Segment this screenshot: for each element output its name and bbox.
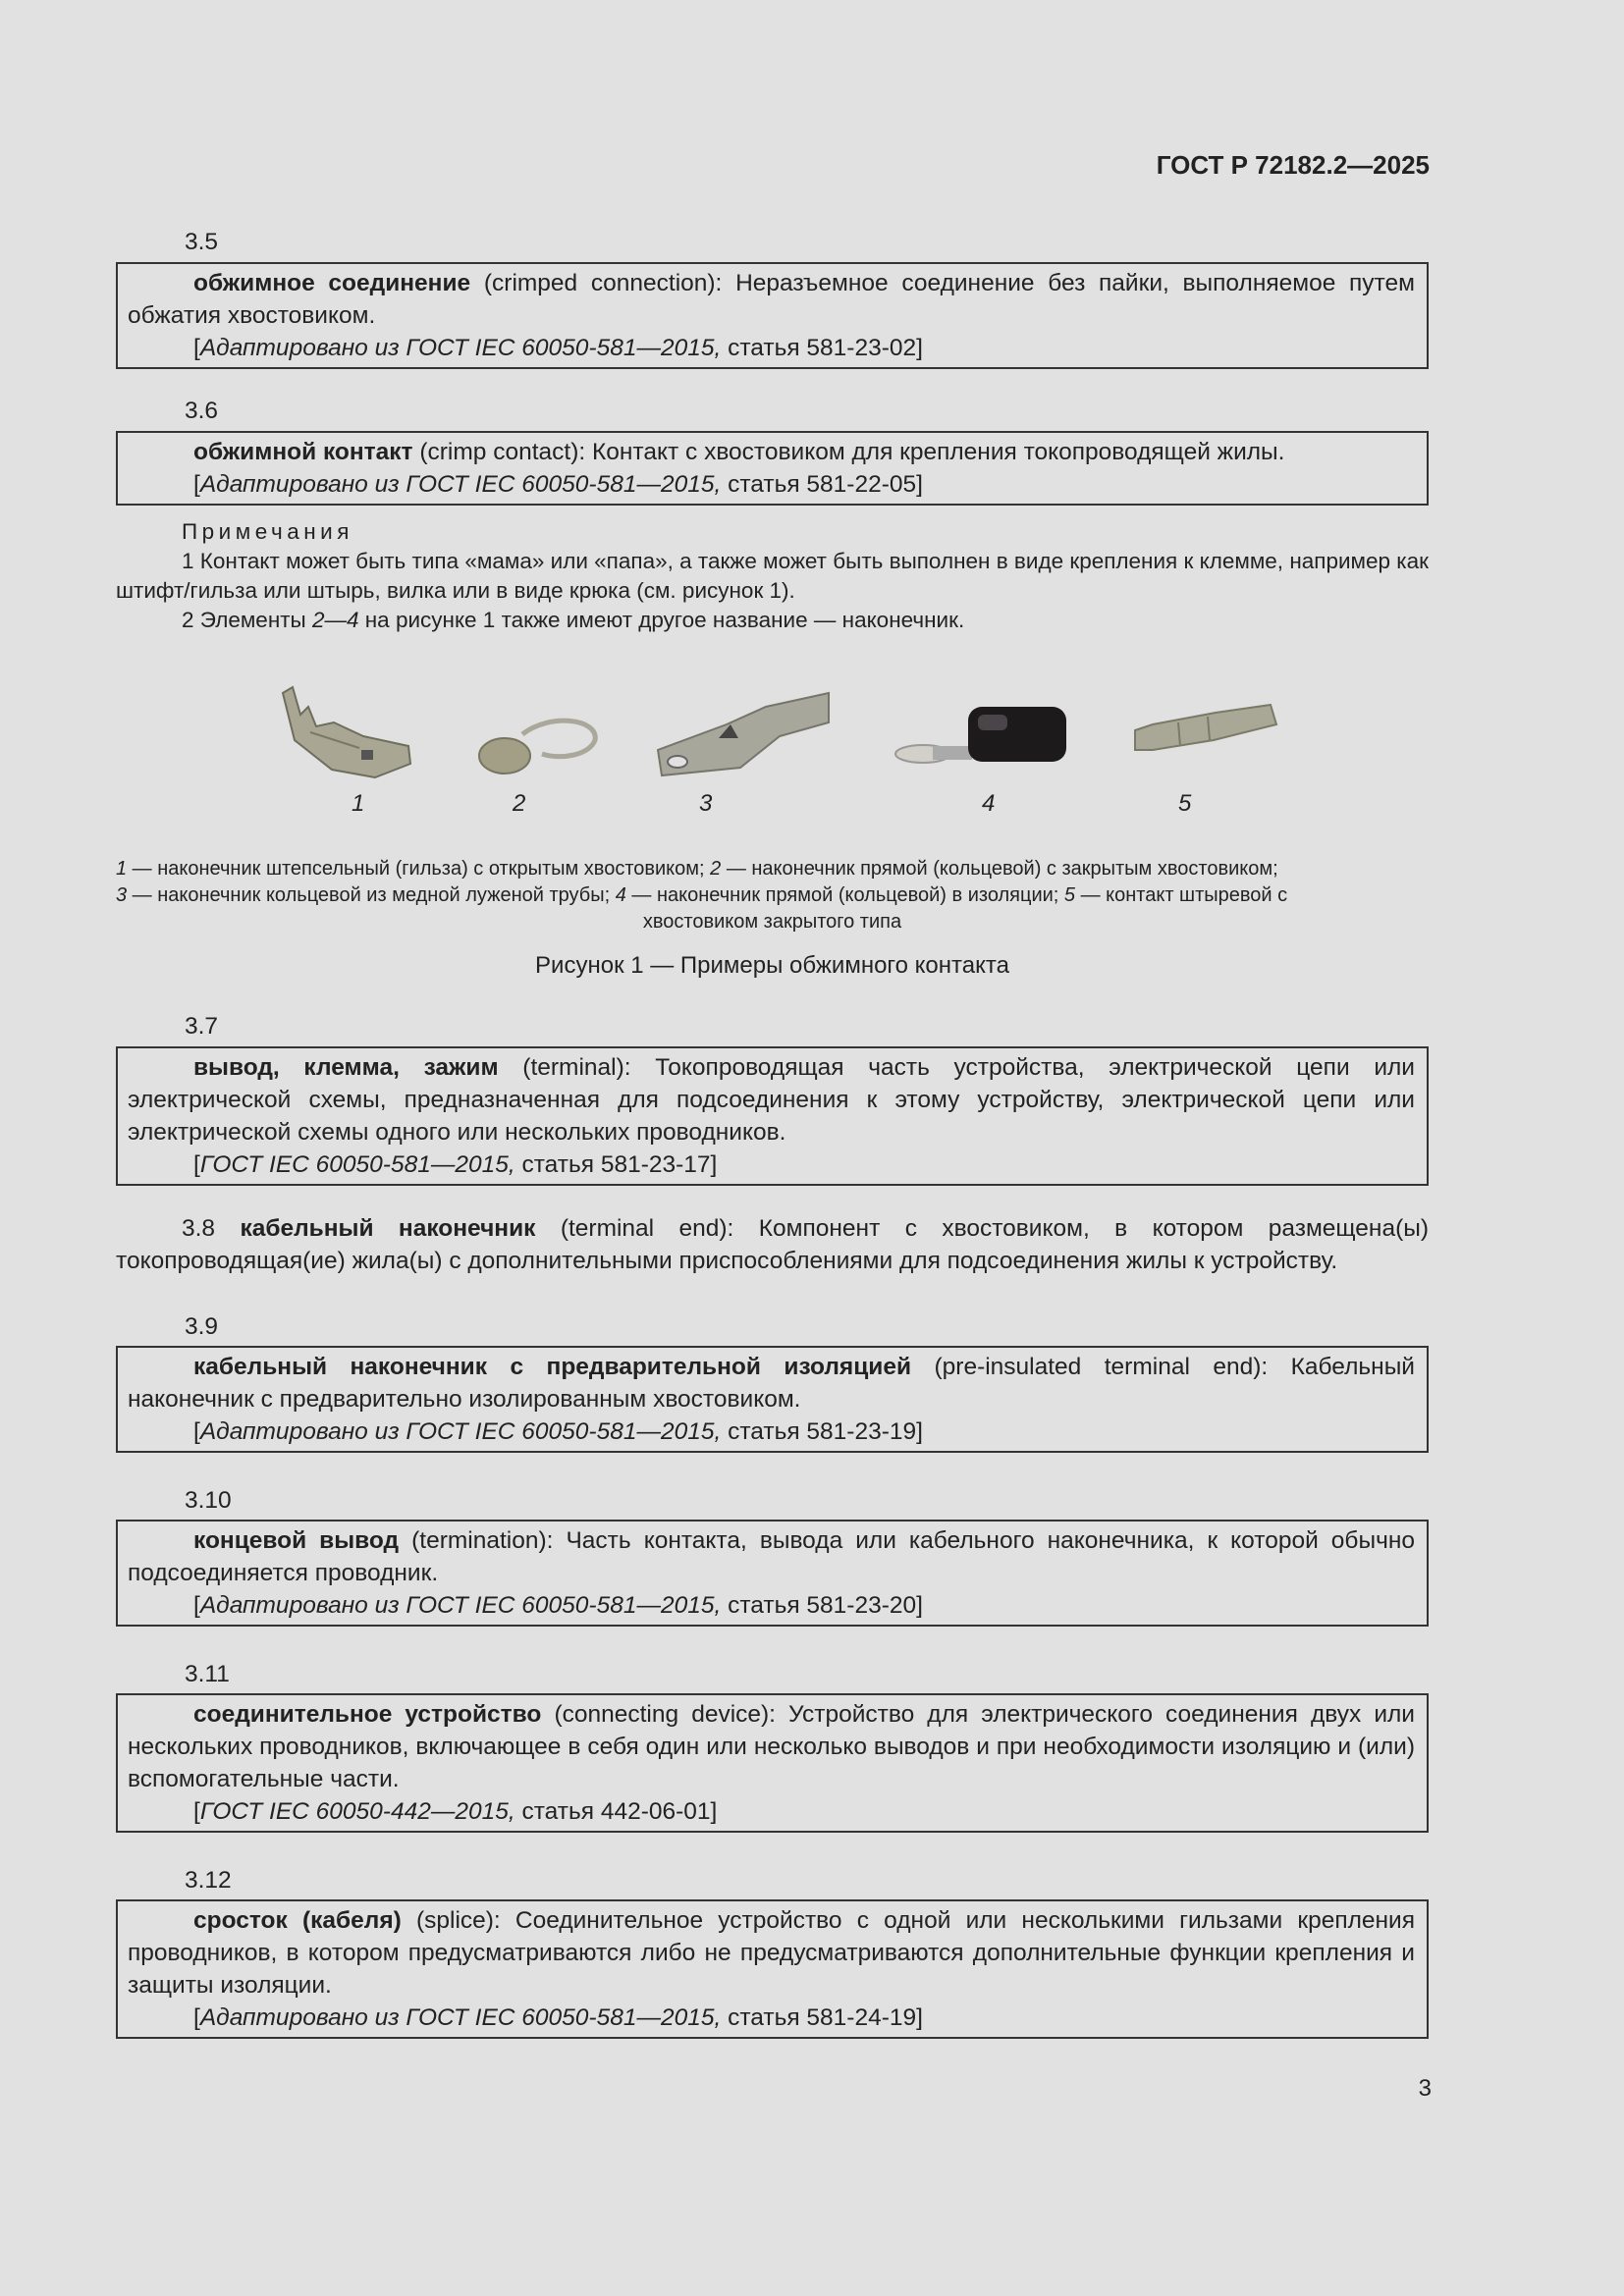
term-definition [128,1351,1415,1415]
source-bracket: [ [193,1798,200,1825]
figure-label-1: 1 [352,790,365,817]
term-name: кабельный наконечник с предварительной изоляцией [193,1354,912,1380]
section-number-3-10: 3.10 [185,1487,232,1514]
pin-contact-image [1135,705,1276,750]
term-box-3-11 [116,1693,1429,1833]
legend-key-5: 5 [1063,884,1076,906]
term-definition [128,1904,1415,2002]
term-description: (terminal end): Компонент с хвостовиком, в котором размещена(ы) токопроводящая(ие) жила(ы) с дополнительными приспособлениями для подсоединения жилы к устройству. [116,1215,1429,1274]
source-article: статья 581-23-19] [721,1418,923,1445]
source-reference: Адаптировано из ГОСТ IEC 60050-581—2015, [199,335,722,361]
figure-label-2: 2 [513,790,526,817]
legend-key-2: 2 [710,858,722,880]
section-number-3-12: 3.12 [185,1867,232,1894]
figure-label-5: 5 [1178,790,1192,817]
term-source [128,1415,1415,1448]
source-reference: ГОСТ IEC 60050-581—2015, [199,1151,515,1178]
source-article: статья 581-24-19] [721,2004,923,2031]
closed-barrel-terminal-image [479,721,595,774]
term-name: обжимной контакт [193,439,413,465]
figure-label-3: 3 [699,790,713,817]
term-name: сросток (кабеля) [193,1907,402,1934]
section-number-3-11: 3.11 [185,1661,230,1687]
term-description: (termination): Часть контакта, вывода или кабельного наконечника, к которой обычно подсоединяется проводник. [128,1527,1415,1586]
legend-line-1 [116,856,1429,882]
section-number-3-6: 3.6 [185,398,219,424]
source-bracket: [ [193,1418,200,1445]
section-number-3-7: 3.7 [185,1013,219,1040]
source-reference: Адаптировано из ГОСТ IEC 60050-581—2015, [199,1592,722,1619]
term-source [128,332,1415,364]
legend-key-1: 1 [116,858,128,880]
term-box-3-12 [116,1899,1429,2039]
term-definition [128,267,1415,332]
legend-line-2 [116,882,1429,909]
section-number-3-8: 3.8 [182,1215,241,1242]
term-3-8 [116,1212,1429,1277]
term-description: (crimp contact): Контакт с хвостовиком для крепления токопроводящей жилы. [412,439,1285,465]
term-name: вывод, клемма, зажим [193,1054,499,1081]
term-name: соединительное устройство [193,1701,542,1728]
term-description: (splice): Соединительное устройство с одной или несколькими гильзами крепления проводников, в котором предусматриваются либо не предусматриваются дополнительные функции крепления и защиты изоляции. [128,1907,1415,1999]
term-description: (terminal): Токопроводящая часть устройства, электрической цепи или электрической схемы, предназначенная для подсоединения к этому устройству, электрической цепи или электрической схемы одного или нескольких проводников. [128,1054,1415,1146]
legend-text-1: — наконечник штепсельный (гильза) с открытым хвостовиком; [127,858,711,880]
source-article: статья 581-22-05] [721,471,923,498]
legend-text-2: — наконечник прямой (кольцевой) с закрытым хвостовиком; [721,858,1278,880]
notes-title: Примечания [182,519,353,544]
term-description: (pre-insulated terminal end): Кабельный наконечник с предварительно изолированным хвостовиком. [128,1354,1415,1413]
source-article: статья 581-23-20] [721,1592,923,1619]
figure-caption: Рисунок 1 — Примеры обжимного контакта [535,952,1009,979]
source-bracket: [ [193,471,200,498]
note-2-text: 2 Элементы [182,608,312,632]
term-definition [128,1051,1415,1148]
term-name: концевой вывод [193,1527,400,1554]
term-source [128,2002,1415,2034]
note-2-range: 2—4 [311,608,359,632]
term-source [128,468,1415,501]
source-bracket: [ [193,1151,200,1178]
note-2 [116,606,1429,635]
term-box-3-7 [116,1046,1429,1186]
term-definition [116,1212,1429,1277]
source-reference: ГОСТ IEC 60050-442—2015, [199,1798,515,1825]
term-name: кабельный наконечник [240,1215,536,1242]
legend-line-3: хвостовиком закрытого типа [642,911,902,933]
section-number-3-5: 3.5 [185,229,219,255]
term-definition [128,436,1415,468]
term-description: (crimped connection): Неразъемное соединение без пайки, выполняемое путем обжатия хвостовиком. [128,270,1415,329]
term-box-3-10 [116,1520,1429,1627]
term-box-3-9 [116,1346,1429,1453]
term-source [128,1148,1415,1181]
source-bracket: [ [193,2004,200,2031]
term-source [128,1589,1415,1622]
note-2-text-end: на рисунке 1 также имеют другое название — наконечник. [358,608,965,632]
standard-code-header: ГОСТ Р 72182.2—2025 [1156,150,1430,180]
notes-block [116,517,1429,635]
figure-image [265,667,1345,795]
note-1: 1 Контакт может быть типа «мама» или «папа», а также может быть выполнен в виде крепления к клемме, например как штифт/гильза или штырь, вилка или в виде крюка (см. рисунок 1). [116,549,1429,603]
page-number: 3 [1418,2075,1432,2102]
legend-text-5: — контакт штыревой с [1075,884,1288,906]
source-reference: Адаптировано из ГОСТ IEC 60050-581—2015, [199,471,722,498]
source-reference: Адаптировано из ГОСТ IEC 60050-581—2015, [199,2004,722,2031]
tube-lug-image [658,693,829,775]
term-source [128,1795,1415,1828]
source-article: статья 581-23-17] [514,1151,718,1178]
term-box-3-5 [116,262,1429,369]
legend-text-3: — наконечник кольцевой из медной луженой трубы; [127,884,616,906]
term-description: (connecting device): Устройство для электрического соединения двух или нескольких проводников, включающее в себя один или несколько выводов и при необходимости изоляцию и (или) вспомогательные части. [128,1701,1415,1792]
legend-key-4: 4 [615,884,626,906]
source-bracket: [ [193,1592,200,1619]
legend-key-3: 3 [116,884,128,906]
source-bracket: [ [193,335,200,361]
legend-text-4: — наконечник прямой (кольцевой) в изоляции; [625,884,1064,906]
receptacle-terminal-image [283,687,410,777]
figure-label-4: 4 [982,790,996,817]
figure-crimp-contacts [265,667,1345,834]
section-number-3-9: 3.9 [185,1313,219,1340]
insulated-terminal-image [895,707,1066,763]
term-definition [128,1698,1415,1795]
figure-legend [116,856,1429,935]
source-article: статья 581-23-02] [721,335,923,361]
term-definition [128,1524,1415,1589]
source-reference: Адаптировано из ГОСТ IEC 60050-581—2015, [199,1418,722,1445]
term-name: обжимное соединение [193,270,471,296]
term-box-3-6 [116,431,1429,506]
source-article: статья 442-06-01] [514,1798,718,1825]
